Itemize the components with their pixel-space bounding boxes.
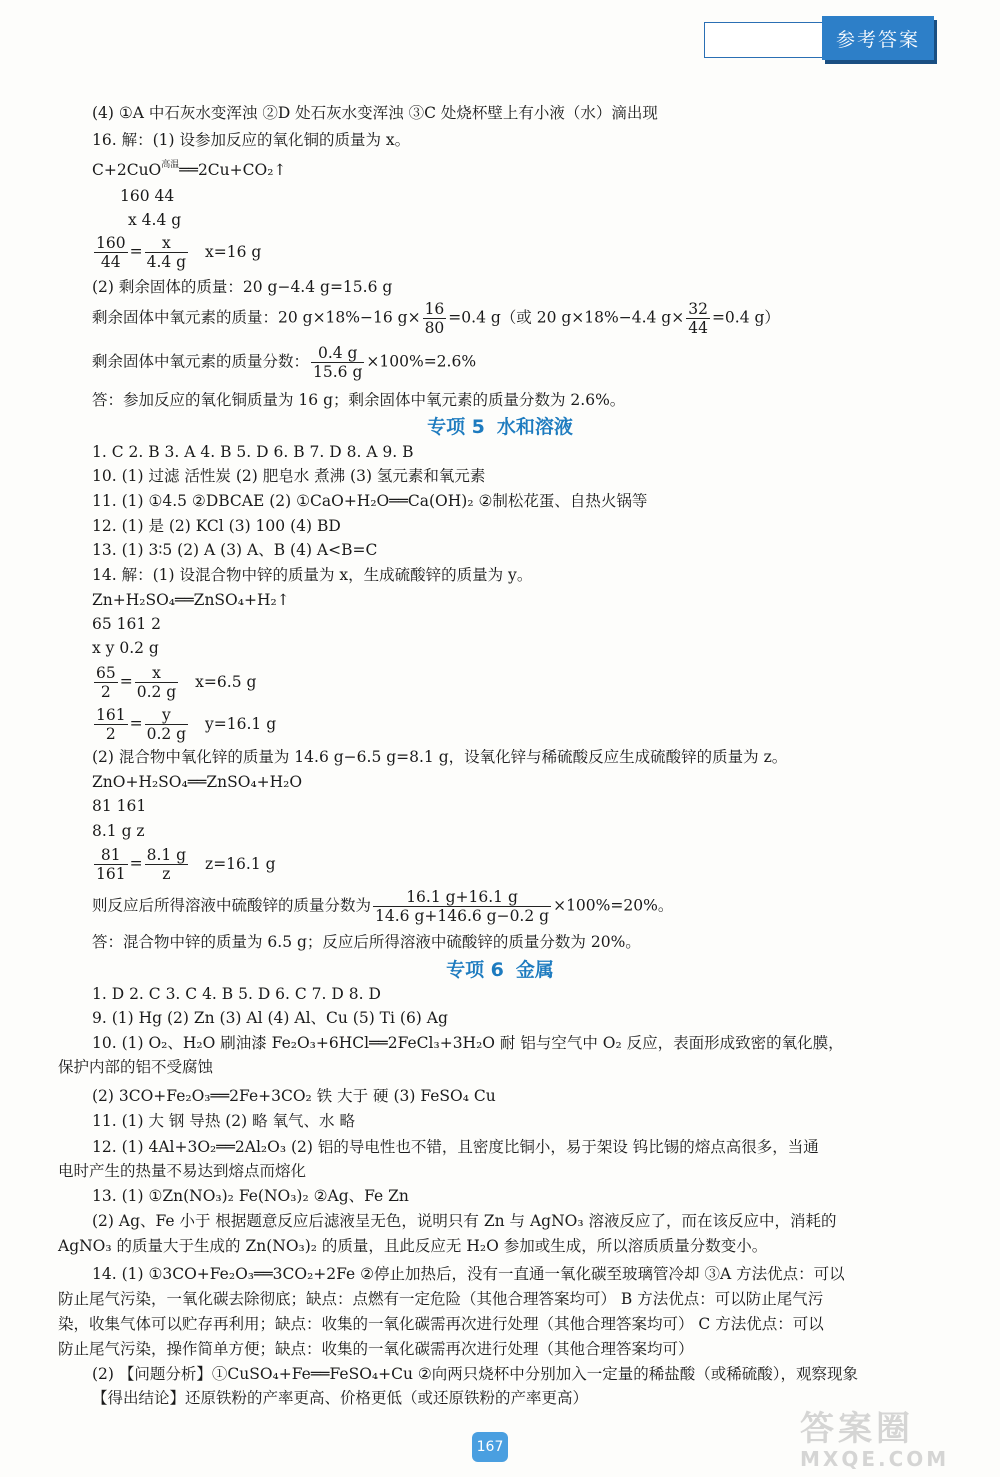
section-title: 专项 5 水和溶液	[427, 416, 573, 438]
fraction: $\frac{y}{0.2 g}$	[146, 706, 187, 743]
text: 则反应后所得溶液中硫酸锌的质量分数为	[92, 896, 372, 915]
answer-line: x y 0.2 g	[92, 639, 159, 657]
answer-line: 【得出结论】还原铁粉的产率更高、价格更低（或还原铁粉的产率更高）	[92, 1389, 589, 1407]
fraction: $\frac{16.1 g+16.1 g}{14.6 g+146.6 g-0.2 g}$	[375, 888, 550, 925]
text: ×100%=20%。	[553, 896, 674, 915]
answer-line: (2) 3CO+Fe₂O₃══2Fe+3CO₂ 铁 大于 硬 (3) FeSO₄ Cu	[92, 1087, 496, 1105]
result-text: y=16.1 g	[205, 714, 277, 733]
equation-line: Zn+H₂SO₄══ZnSO₄+H₂↑	[92, 591, 290, 609]
fraction-line: $\frac{65}{2}$ = $\frac{x}{0.2 g}$ x=6.5 g	[96, 664, 257, 701]
answer-line: (2) Ag、Fe 小于 根据题意反应后滤液呈无色，说明只有 Zn 与 AgNO₃ 溶液反应了，而在该反应中，消耗的	[92, 1212, 837, 1230]
answer-line: 11. (1) 大 钢 导热 (2) 略 氧气、水 略	[92, 1112, 355, 1130]
answer-line: 12. (1) 4Al+3O₂══2Al₂O₃ (2) 铝的导电性也不错，且密度比铜小，易于架设 钨比锡的熔点高很多，当通	[92, 1138, 819, 1156]
answer-line: 11. (1) ①4.5 ②DBCAE (2) ①CaO+H₂O══Ca(OH)₂ ②制松花蛋、自热火锅等	[92, 492, 648, 510]
equation-line: ZnO+H₂SO₄══ZnSO₄+H₂O	[92, 773, 303, 791]
fraction-line: $\frac{161}{2}$ = $\frac{y}{0.2 g}$ y=16.1 g	[96, 706, 277, 743]
fraction: $\frac{161}{2}$	[96, 706, 126, 743]
answer-line: (4) ①A 中石灰水变浑浊 ②D 处石灰水变浑浊 ③C 处烧杯壁上有小液（水）滴出现	[92, 104, 658, 122]
answer-line: (2) 剩余固体的质量：20 g−4.4 g=15.6 g	[92, 278, 393, 296]
fraction: $\frac{81}{161}$	[96, 846, 126, 883]
condition-label: 高温	[161, 160, 180, 170]
answer-line: 13. (1) ①Zn(NO₃)₂ Fe(NO₃)₂ ②Ag、Fe Zn	[92, 1187, 409, 1205]
equation-line: C+2CuO$^{高温}$══2Cu+CO₂↑	[92, 160, 287, 179]
section-title: 专项 6 金属	[446, 959, 554, 981]
watermark: 答案圈 MXQE.COM	[800, 1409, 950, 1471]
header-box	[704, 22, 826, 58]
result-text: x=6.5 g	[195, 672, 257, 691]
fraction: $\frac{65}{2}$	[96, 664, 116, 701]
answer-line: 160 44	[120, 187, 175, 205]
fraction-line	[92, 888, 673, 925]
result-text: x=16 g	[205, 242, 262, 261]
answer-line: 防止尾气污染，一氧化碳去除彻底；缺点：点燃有一定危险（其他合理答案均可） B 方法优点：可以防止尾气污	[58, 1290, 824, 1308]
fraction: $\frac{16}{80}$	[424, 300, 445, 337]
text: ×100%=2.6%	[366, 352, 477, 371]
answer-line: 10. (1) 过滤 活性炭 (2) 肥皂水 煮沸 (3) 氢元素和氧元素	[92, 467, 486, 485]
text: =0.4 g）	[711, 308, 780, 327]
fraction: $\frac{x}{4.4 g}$	[146, 234, 187, 271]
fraction-line	[92, 344, 476, 381]
answer-line: 65 161 2	[92, 615, 162, 633]
answer-line: 电时产生的热量不易达到熔点而熔化	[58, 1162, 307, 1180]
answer-line: 答：参加反应的氧化铜质量为 16 g；剩余固体中氧元素的质量分数为 2.6%。	[92, 391, 626, 409]
answer-line: 8.1 g z	[92, 822, 145, 840]
answer-line: 防止尾气污染，操作简单方便；缺点：收集的一氧化碳需再次进行处理（其他合理答案均可）	[58, 1340, 694, 1358]
answer-line: (2) 【问题分析】①CuSO₄+Fe══FeSO₄+Cu ②向两只烧杯中分别加入一定量的稀盐酸（或稀硫酸），观察现象	[92, 1365, 859, 1383]
answer-line: 10. (1) O₂、H₂O 刷油漆 Fe₂O₃+6HCl══2FeCl₃+3H₂O 耐 铝与空气中 O₂ 反应，表面形成致密的氧化膜，	[92, 1034, 844, 1052]
answer-line: 1. D 2. C 3. C 4. B 5. D 6. C 7. D 8. D	[92, 985, 381, 1003]
text: =0.4 g（或 20 g×18%−4.4 g×	[448, 308, 685, 327]
answer-line: 染，收集气体可以贮存再利用；缺点：收集的一氧化碳需再次进行处理（其他合理答案均可） C 方法优点：可以	[58, 1315, 824, 1333]
answer-line: 1. C 2. B 3. A 4. B 5. D 6. B 7. D 8. A 9. B	[92, 443, 414, 461]
answer-line: 81 161	[92, 797, 147, 815]
answer-line: (2) 混合物中氧化锌的质量为 14.6 g−6.5 g=8.1 g，设氧化锌与稀硫酸反应生成硫酸锌的质量为 z。	[92, 748, 788, 766]
fraction: $\frac{32}{44}$	[688, 300, 708, 337]
answer-line: AgNO₃ 的质量大于生成的 Zn(NO₃)₂ 的质量，且此反应无 H₂O 参加或生成，所以溶质质量分数变小。	[58, 1237, 768, 1255]
fraction: $\frac{x}{0.2 g}$	[136, 664, 177, 701]
answer-line: x 4.4 g	[128, 211, 182, 229]
fraction: $\frac{160}{44}$	[96, 234, 126, 271]
answer-line: 16. 解：(1) 设参加反应的氧化铜的质量为 x。	[92, 131, 411, 149]
text: 剩余固体中氧元素的质量分数：	[92, 352, 310, 371]
answer-line: 12. (1) 是 (2) KCl (3) 100 (4) BD	[92, 517, 341, 535]
fraction: $\frac{8.1 g}{z}$	[146, 846, 187, 883]
answer-line: 9. (1) Hg (2) Zn (3) Al (4) Al、Cu (5) Ti (6) Ag	[92, 1009, 448, 1027]
answer-line: 13. (1) 3∶5 (2) A (3) A、B (4) A<B=C	[92, 541, 378, 559]
fraction-line	[92, 300, 780, 337]
text: 剩余固体中氧元素的质量：20 g×18%−16 g×	[92, 308, 421, 327]
fraction-line: $\frac{81}{161}$ = $\frac{8.1 g}{z}$ z=16.1 g	[96, 846, 276, 883]
answer-line: 答：混合物中锌的质量为 6.5 g；反应后所得溶液中硫酸锌的质量分数为 20%。	[92, 933, 641, 951]
page-number: 167	[472, 1432, 508, 1462]
header-tag: 参考答案	[822, 16, 934, 60]
result-text: z=16.1 g	[205, 854, 276, 873]
answer-line: 保护内部的铝不受腐蚀	[58, 1058, 214, 1076]
answer-line: 14. 解：(1) 设混合物中锌的质量为 x，生成硫酸锌的质量为 y。	[92, 566, 533, 584]
answer-line: 14. (1) ①3CO+Fe₂O₃══3CO₂+2Fe ②停止加热后，没有一直通一氧化碳至玻璃管冷却 ③A 方法优点：可以	[92, 1265, 845, 1283]
fraction-line: $\frac{160}{44}$ = $\frac{x}{4.4 g}$ x=16 g	[96, 234, 262, 271]
fraction: $\frac{0.4 g}{15.6 g}$	[313, 344, 363, 381]
